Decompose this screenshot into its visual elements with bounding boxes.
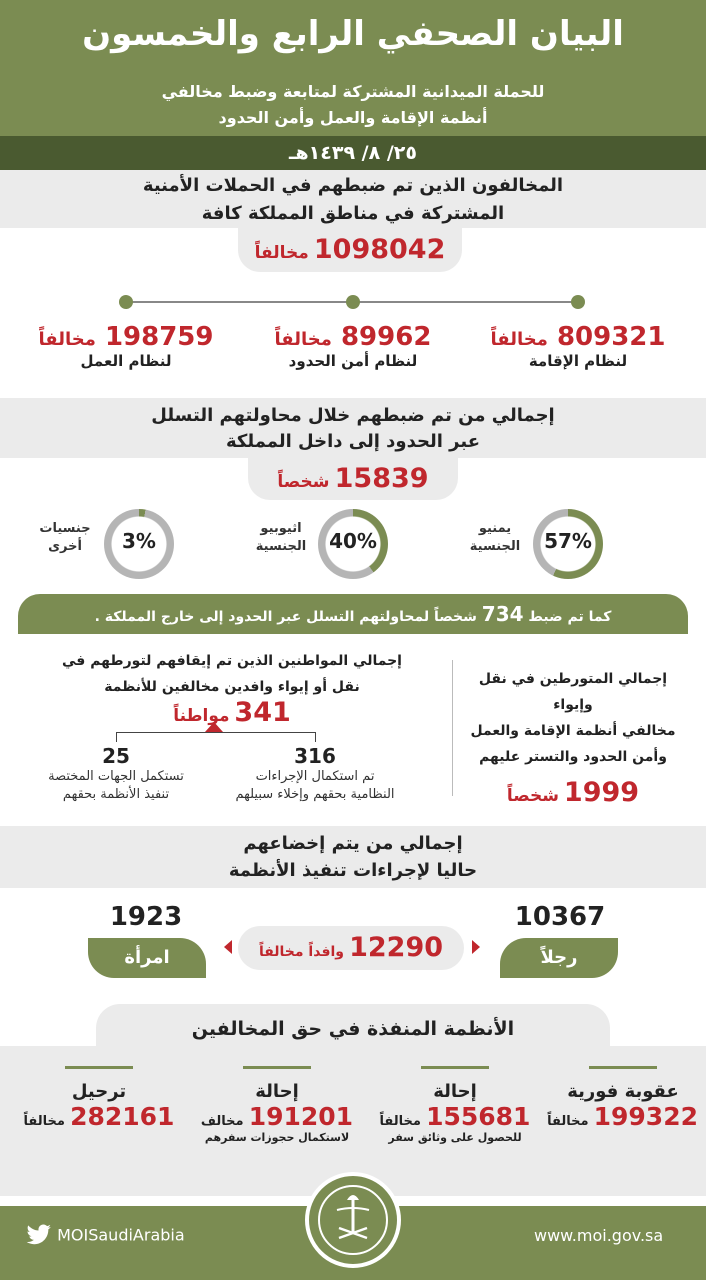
category-residency-label: لنظام الإقامة: [528, 352, 628, 370]
sub-completed-line-2: النظامية بحقهم وإخلاء سبيلهم: [235, 787, 395, 802]
sub-completed-number: 316: [294, 744, 336, 768]
sub-pending-line-2: تنفيذ الأنظمة بحقهم: [62, 787, 170, 802]
label-ethiopian-2: الجنسية: [255, 539, 307, 554]
violators-title-2: المشتركة في مناطق المملكة كافة: [201, 203, 505, 224]
procedures-title-1: إجمالي من يتم إخضاعهم: [243, 833, 463, 854]
penalty-immediate-label: عقوبة فورية: [567, 1081, 679, 1102]
citizens-unit: مواطناً: [173, 706, 230, 726]
penalty-bookings-bar: [243, 1066, 311, 1069]
label-yemeni: [460, 520, 530, 556]
label-other-1: جنسيات: [39, 521, 91, 536]
category-labor-label: لنظام العمل: [80, 352, 172, 370]
category-border-unit: مخالفاً: [274, 329, 332, 350]
label-ethiopian: [246, 520, 316, 556]
citizens-pointer: [205, 722, 223, 732]
penalty-deportation-label: ترحيل: [71, 1081, 127, 1102]
category-labor-unit: مخالفاً: [38, 329, 96, 350]
citizens-tree-left: [116, 732, 117, 742]
involved-divider: [452, 660, 453, 796]
penalty-immediate: [548, 1066, 698, 1131]
sub-completed-line-1: تم استكمال الإجراءات: [255, 769, 375, 784]
label-other-2: أخرى: [48, 539, 82, 554]
penalty-deportation-bar: [65, 1066, 133, 1069]
penalty-deportation: [14, 1066, 184, 1131]
sub-completed: [230, 744, 400, 804]
outbound-pre: كما تم ضبط: [528, 609, 612, 625]
subtitle-line-1: للحملة الميدانية المشتركة لمتابعة وضبط مخالفي: [161, 82, 545, 101]
penalty-travel-docs-number: 155681: [426, 1102, 531, 1131]
sub-pending-line-1: تستكمل الجهات المختصة: [48, 769, 184, 784]
women-number: 1923: [109, 902, 183, 932]
citizens-tree-right: [315, 732, 316, 742]
emblem-icon: [309, 1176, 397, 1264]
twitter-handle-text: MOISaudiArabia: [57, 1225, 185, 1245]
violators-total-unit: مخالفاً: [254, 243, 309, 263]
category-labor-number: 198759: [104, 322, 214, 352]
outbound-band: [18, 594, 688, 634]
subtitle-line-2: أنظمة الإقامة والعمل وأمن الحدود: [218, 108, 488, 127]
penalties-title: الأنظمة المنفذة في حق المخالفين: [191, 1018, 515, 1040]
label-ethiopian-1: اثيوبيو: [260, 521, 302, 536]
outbound-post: شخصاً لمحاولتهم التسلل عبر الحدود إلى خارج المملكة .: [94, 609, 477, 625]
sub-pending-number: 25: [102, 744, 130, 768]
category-residency-unit: مخالفاً: [490, 329, 548, 350]
penalty-bookings: [192, 1066, 362, 1144]
citizens-tree-h: [116, 732, 316, 733]
penalty-bookings-unit: مخالف: [200, 1114, 244, 1129]
penalty-deportation-unit: مخالفاً: [23, 1114, 65, 1129]
involved-right: [460, 666, 686, 810]
violators-total-number: 1098042: [313, 234, 446, 265]
category-residency: [478, 322, 678, 370]
violators-total-pill: [238, 228, 462, 272]
procedures-title-2: حاليا لإجراءات تنفيذ الأنظمة: [228, 860, 478, 881]
penalty-bookings-label: إحالة: [255, 1081, 299, 1102]
involved-left: [22, 648, 442, 730]
total-arrow-left: [224, 940, 232, 954]
penalty-immediate-bar: [589, 1066, 657, 1069]
label-other: [30, 520, 100, 556]
penalty-travel-docs-label: إحالة: [433, 1081, 477, 1102]
moi-emblem: [305, 1172, 401, 1268]
men-number: 10367: [514, 902, 606, 932]
involved-left-line-2: نقل أو إيواء وافدين مخالفين للأنظمة: [104, 679, 360, 695]
penalty-deportation-number: 282161: [70, 1102, 175, 1131]
involved-right-line-2: مخالفي أنظمة الإقامة والعمل: [470, 723, 676, 739]
category-border-number: 89962: [340, 322, 432, 352]
penalty-immediate-number: 199322: [593, 1102, 698, 1131]
category-border-label: لنظام أمن الحدود: [288, 352, 418, 370]
timeline-dot-2: [346, 295, 360, 309]
involved-left-line-1: إجمالي المواطنين الذين تم إيقافهم لتورطهم في: [62, 653, 402, 669]
men-pill: [500, 938, 618, 978]
ring-yemeni-pct: 57%: [544, 529, 592, 553]
ring-yemeni: [533, 509, 603, 579]
category-residency-number: 809321: [556, 322, 666, 352]
violators-title-1: المخالفون الذين تم ضبطهم في الحملات الأمنية: [142, 175, 564, 196]
penalty-bookings-number: 191201: [248, 1102, 354, 1131]
involved-right-line-1: إجمالي المتورطين في نقل وإيواء: [478, 671, 668, 713]
involved-right-unit: شخصاً: [506, 786, 560, 806]
penalty-bookings-note: لاستكمال حجوزات سفرهم: [204, 1131, 350, 1144]
men-label: رجلاً: [540, 947, 578, 968]
ring-other-pct: 3%: [122, 529, 156, 553]
women-pill: [88, 938, 206, 978]
label-yemeni-1: يمنيو: [478, 521, 512, 536]
procedures-total-number: 12290: [349, 932, 444, 963]
outbound-number: 734: [481, 602, 524, 626]
infiltration-total-number: 15839: [334, 463, 429, 494]
twitter-handle[interactable]: [26, 1224, 226, 1246]
sub-pending: [36, 744, 196, 804]
page-title: البيان الصحفي الرابع والخمسون: [82, 14, 624, 54]
women-label: امرأة: [124, 947, 170, 968]
infiltration-title-2: عبر الحدود إلى داخل المملكة: [225, 431, 480, 452]
date-band: ٢٥/ ٨/ ١٤٣٩هـ: [0, 136, 706, 170]
procedures-total-label: وافداً مخالفاً: [258, 944, 344, 960]
label-yemeni-2: الجنسية: [469, 539, 521, 554]
timeline-dot-3: [119, 295, 133, 309]
infiltration-title-1: إجمالي من تم ضبطهم خلال محاولتهم التسلل: [151, 405, 555, 426]
involved-right-line-3: وأمن الحدود والتستر عليهم: [479, 749, 667, 765]
infiltration-total-unit: شخصاً: [277, 472, 330, 492]
ring-other: [104, 509, 174, 579]
category-labor: [26, 322, 226, 370]
timeline-dot-1: [571, 295, 585, 309]
ring-ethiopian-pct: 40%: [329, 529, 377, 553]
website-link[interactable]: www.moi.gov.sa: [534, 1226, 664, 1245]
involved-right-number: 1999: [563, 777, 640, 808]
penalty-travel-docs-bar: [421, 1066, 489, 1069]
procedures-total-pill: [238, 926, 464, 970]
infiltration-total-pill: [248, 458, 458, 500]
penalty-immediate-unit: مخالفاً: [547, 1114, 589, 1129]
penalty-travel-docs: [372, 1066, 538, 1144]
twitter-icon: [26, 1224, 52, 1246]
citizens-number: 341: [234, 697, 291, 728]
penalty-travel-docs-note: للحصول على وثائق سفر: [388, 1131, 522, 1144]
ring-ethiopian: [318, 509, 388, 579]
category-border: [253, 322, 453, 370]
penalty-travel-docs-unit: مخالفاً: [379, 1114, 421, 1129]
total-arrow-right: [472, 940, 480, 954]
